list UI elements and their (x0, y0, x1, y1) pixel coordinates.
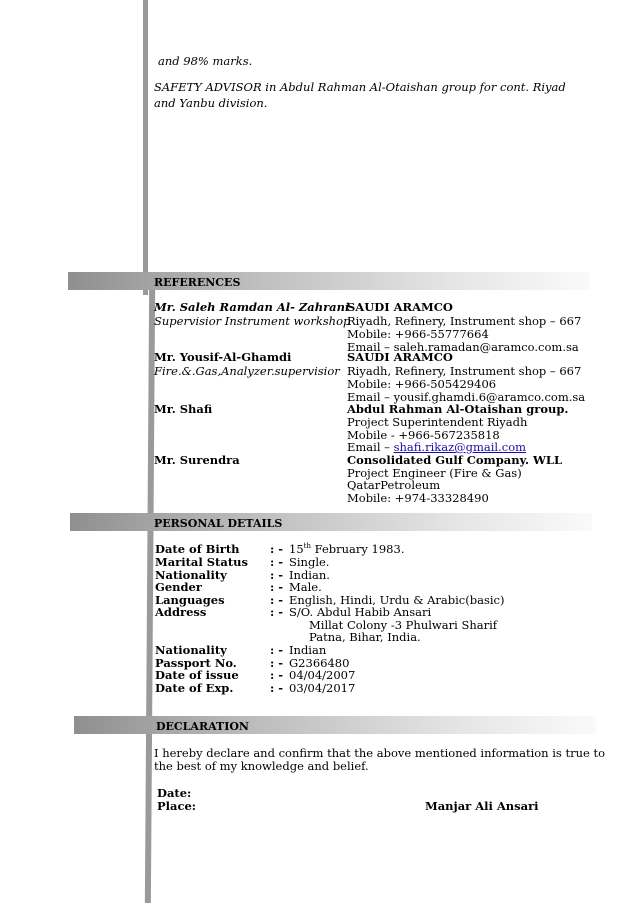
field-separator: : - (270, 681, 284, 695)
reference-name: Mr. Yousif-Al-Ghamdi (154, 350, 292, 364)
field-label: Address (155, 605, 207, 619)
declaration-line-2: the best of my knowledge and belief. (154, 759, 369, 773)
advisor-line-2: and Yanbu division. (154, 96, 268, 110)
left-vertical-rule-top (143, 0, 148, 295)
field-separator: : - (270, 643, 284, 657)
field-value: Indian (289, 643, 327, 657)
reference-name: Mr. Surendra (154, 453, 240, 467)
field-value: 03/04/2017 (289, 681, 356, 695)
left-vertical-rule-bottom (145, 290, 155, 903)
declaration-heading: DECLARATION (156, 720, 249, 733)
reference-line: Project Engineer (Fire & Gas) (347, 466, 522, 480)
field-label: Date of Birth (155, 542, 240, 556)
field-value: Single. (289, 555, 330, 569)
field-label: Nationality (155, 643, 227, 657)
field-label: Nationality (155, 568, 227, 582)
reference-company: Consolidated Gulf Company. WLL (347, 453, 563, 467)
reference-line: Project Superintendent Riyadh (347, 415, 528, 429)
advisor-line-1: SAFETY ADVISOR in Abdul Rahman Al-Otaishan group for cont. Riyad (154, 80, 566, 94)
marks-line: and 98% marks. (158, 54, 253, 68)
reference-role: Supervisior Instrument workshop (154, 314, 351, 328)
reference-name: Mr. Shafi (154, 402, 213, 416)
address-line: Patna, Bihar, India. (309, 630, 421, 644)
field-label: Languages (155, 593, 225, 607)
references-heading-bar (68, 272, 590, 290)
reference-company: SAUDI ARAMCO (347, 350, 453, 364)
reference-email: Email – yousif.ghamdi.6@aramco.com.sa (347, 390, 586, 404)
address-line: Millat Colony -3 Phulwari Sharif (309, 618, 498, 632)
reference-line: QatarPetroleum (347, 478, 441, 492)
reference-mobile: Mobile: +966-505429406 (347, 377, 497, 391)
field-label: Passport No. (155, 656, 237, 670)
signature-name: Manjar Ali Ansari (425, 799, 539, 813)
field-separator: : - (270, 656, 284, 670)
field-separator: : - (270, 668, 284, 682)
references-heading: REFERENCES (154, 276, 241, 289)
field-value: 04/04/2007 (289, 668, 356, 682)
field-separator: : - (270, 542, 284, 556)
field-value: Male. (289, 580, 322, 594)
field-value: S/O. Abdul Habib Ansari (289, 605, 432, 619)
reference-email: Email – saleh.ramadan@aramco.com.sa (347, 340, 579, 354)
declaration-line-1: I hereby declare and confirm that the above mentioned information is true to (154, 746, 605, 760)
field-label: Date of Exp. (155, 681, 234, 695)
field-separator: : - (270, 568, 284, 582)
field-separator: : - (270, 555, 284, 569)
field-value: 15th February 1983. (289, 542, 405, 556)
reference-company: SAUDI ARAMCO (347, 300, 453, 314)
field-label: Date of issue (155, 668, 239, 682)
reference-line: Riyadh, Refinery, Instrument shop – 667 (347, 314, 582, 328)
field-value: English, Hindi, Urdu & Arabic(basic) (289, 593, 505, 607)
date-label: Date: (157, 786, 192, 800)
email-link[interactable]: shafi.rikaz@gmail.com (393, 440, 527, 454)
field-separator: : - (270, 580, 284, 594)
field-separator: : - (270, 593, 284, 607)
reference-mobile: Mobile: +966-55777664 (347, 327, 489, 341)
field-value: Indian. (289, 568, 330, 582)
email-prefix: Email – (347, 440, 394, 454)
reference-name: Mr. Saleh Ramdan Al- Zahrani (154, 300, 350, 314)
reference-mobile: Mobile - +966-567235818 (347, 428, 500, 442)
declaration-heading-bar (74, 716, 596, 734)
field-label: Marital Status (155, 555, 248, 569)
field-separator: : - (270, 605, 284, 619)
field-value: G2366480 (289, 656, 350, 670)
place-label: Place: (157, 799, 197, 813)
reference-company: Abdul Rahman Al-Otaishan group. (347, 402, 569, 416)
reference-role: Fire.&.Gas,Analyzer.supervisior (154, 364, 340, 378)
reference-line: Riyadh, Refinery, Instrument shop – 667 (347, 364, 582, 378)
field-label: Gender (155, 580, 202, 594)
reference-mobile: Mobile: +974-33328490 (347, 491, 489, 505)
personal-heading-bar (70, 513, 592, 531)
personal-heading: PERSONAL DETAILS (154, 517, 283, 530)
